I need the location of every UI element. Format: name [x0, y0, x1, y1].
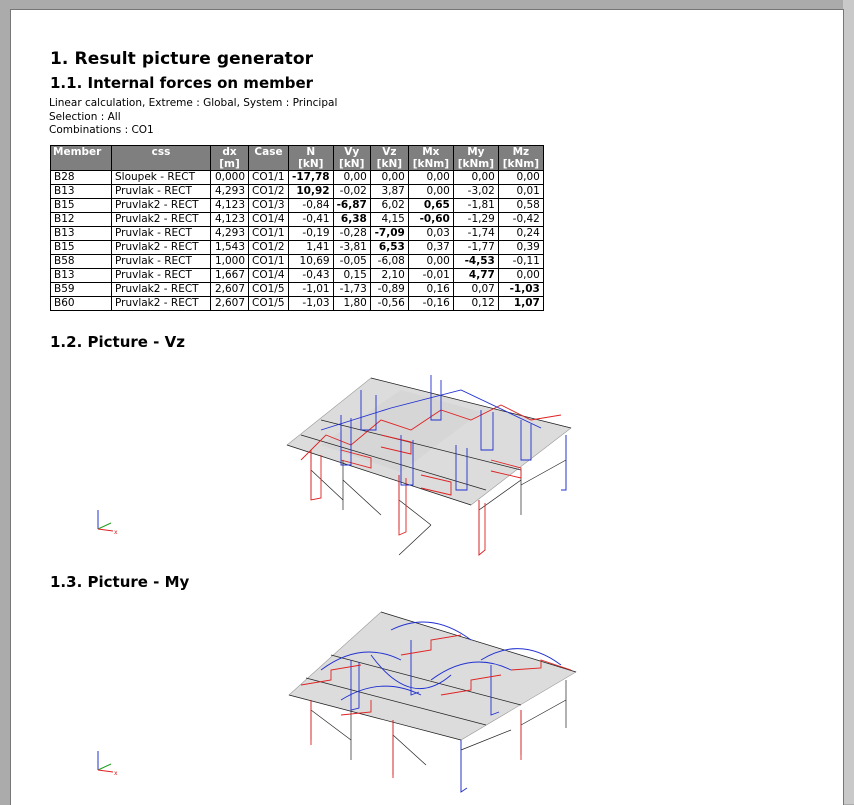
cell-mx: 0,03: [408, 227, 453, 241]
cell-mz: -1,03: [498, 283, 543, 297]
cell-n: -0,43: [289, 269, 334, 283]
vz-slab: [287, 378, 571, 505]
cell-mx: -0,16: [408, 297, 453, 311]
info-line-calculation: Linear calculation, Extreme : Global, System : Principal: [49, 97, 338, 109]
my-diagram-picture: [281, 600, 581, 800]
my-axis-triad-icon: [93, 748, 123, 778]
col-dx: dx [m]: [211, 146, 249, 171]
cell-case: CO1/5: [249, 297, 289, 311]
cell-css: Pruvlak - RECT: [112, 185, 211, 199]
cell-case: CO1/4: [249, 269, 289, 283]
cell-dx: 4,293: [211, 227, 249, 241]
vz-axis-triad-icon: [93, 507, 123, 537]
cell-n: 10,69: [289, 255, 334, 269]
cell-vz: -7,09: [370, 227, 408, 241]
cell-mx: 0,16: [408, 283, 453, 297]
cell-mz: -0,42: [498, 213, 543, 227]
cell-case: CO1/1: [249, 171, 289, 185]
col-vz: Vz [kN]: [370, 146, 408, 171]
cell-n: 10,92: [289, 185, 334, 199]
section-picture-my: 1.3. Picture - My: [50, 573, 190, 591]
cell-case: CO1/2: [249, 241, 289, 255]
cell-css: Pruvlak2 - RECT: [112, 199, 211, 213]
cell-css: Pruvlak2 - RECT: [112, 297, 211, 311]
table-row: [51, 185, 544, 199]
cell-member: B58: [51, 255, 112, 269]
cell-vy: -0,28: [333, 227, 370, 241]
cell-css: Pruvlak2 - RECT: [112, 283, 211, 297]
cell-css: Pruvlak2 - RECT: [112, 241, 211, 255]
cell-member: B13: [51, 185, 112, 199]
cell-dx: 1,543: [211, 241, 249, 255]
cell-member: B12: [51, 213, 112, 227]
cell-my: -1,29: [453, 213, 498, 227]
cell-my: 0,07: [453, 283, 498, 297]
cell-dx: 1,667: [211, 269, 249, 283]
cell-n: -17,78: [289, 171, 334, 185]
cell-vz: 6,53: [370, 241, 408, 255]
table-row: [51, 269, 544, 283]
table-header-row: [51, 146, 544, 171]
cell-my: -4,53: [453, 255, 498, 269]
col-mz: Mz [kNm]: [498, 146, 543, 171]
col-member: Member: [51, 146, 112, 171]
cell-n: -0,19: [289, 227, 334, 241]
svg-text:x: x: [114, 770, 118, 777]
cell-mz: 0,58: [498, 199, 543, 213]
vz-diagram-picture: [281, 350, 581, 560]
cell-vz: -6,08: [370, 255, 408, 269]
cell-member: B13: [51, 227, 112, 241]
cell-my: 4,77: [453, 269, 498, 283]
col-n: N [kN]: [289, 146, 334, 171]
table-row: [51, 227, 544, 241]
cell-case: CO1/5: [249, 283, 289, 297]
cell-mz: 0,00: [498, 171, 543, 185]
cell-css: Pruvlak2 - RECT: [112, 213, 211, 227]
cell-member: B59: [51, 283, 112, 297]
col-vy: Vy [kN]: [333, 146, 370, 171]
cell-dx: 0,000: [211, 171, 249, 185]
cell-mx: 0,00: [408, 185, 453, 199]
table-row: [51, 297, 544, 311]
table-row: [51, 171, 544, 185]
cell-mz: -0,11: [498, 255, 543, 269]
cell-mz: 0,39: [498, 241, 543, 255]
cell-css: Pruvlak - RECT: [112, 255, 211, 269]
cell-vy: -0,02: [333, 185, 370, 199]
cell-css: Pruvlak - RECT: [112, 269, 211, 283]
cell-vy: 1,80: [333, 297, 370, 311]
cell-member: B13: [51, 269, 112, 283]
cell-vz: 3,87: [370, 185, 408, 199]
cell-my: -3,02: [453, 185, 498, 199]
cell-member: B28: [51, 171, 112, 185]
cell-dx: 2,607: [211, 283, 249, 297]
cell-dx: 4,293: [211, 185, 249, 199]
cell-my: 0,00: [453, 171, 498, 185]
svg-text:x: x: [114, 529, 118, 536]
cell-n: -1,01: [289, 283, 334, 297]
cell-mx: 0,00: [408, 171, 453, 185]
table-row: [51, 241, 544, 255]
scrollbar-strip[interactable]: [843, 0, 854, 804]
section-picture-vz: 1.2. Picture - Vz: [50, 333, 185, 351]
internal-forces-table: [50, 145, 544, 311]
cell-mz: 1,07: [498, 297, 543, 311]
page-title: 1. Result picture generator: [50, 49, 314, 69]
col-css: css: [112, 146, 211, 171]
cell-member: B60: [51, 297, 112, 311]
cell-case: CO1/1: [249, 255, 289, 269]
document-page: [10, 9, 844, 805]
info-line-combinations: Combinations : CO1: [49, 124, 154, 136]
col-my: My [kNm]: [453, 146, 498, 171]
cell-vy: 0,15: [333, 269, 370, 283]
cell-vz: 6,02: [370, 199, 408, 213]
cell-mx: 0,65: [408, 199, 453, 213]
table-row: [51, 213, 544, 227]
cell-member: B15: [51, 241, 112, 255]
col-mx: Mx [kNm]: [408, 146, 453, 171]
table-row: [51, 255, 544, 269]
table-row: [51, 283, 544, 297]
cell-mx: -0,01: [408, 269, 453, 283]
cell-mx: 0,37: [408, 241, 453, 255]
cell-mz: 0,24: [498, 227, 543, 241]
cell-case: CO1/2: [249, 185, 289, 199]
table-body: [51, 171, 544, 311]
cell-case: CO1/3: [249, 199, 289, 213]
cell-case: CO1/4: [249, 213, 289, 227]
info-line-selection: Selection : All: [49, 110, 121, 123]
cell-my: -1,77: [453, 241, 498, 255]
cell-vz: 2,10: [370, 269, 408, 283]
cell-mz: 0,00: [498, 269, 543, 283]
cell-vy: 6,38: [333, 213, 370, 227]
cell-n: -0,41: [289, 213, 334, 227]
cell-mz: 0,01: [498, 185, 543, 199]
table-row: [51, 199, 544, 213]
cell-my: -1,74: [453, 227, 498, 241]
cell-vy: -6,87: [333, 199, 370, 213]
cell-dx: 1,000: [211, 255, 249, 269]
cell-vy: -0,05: [333, 255, 370, 269]
cell-n: -0,84: [289, 199, 334, 213]
cell-my: -1,81: [453, 199, 498, 213]
my-slab: [289, 612, 576, 740]
cell-vy: -3,81: [333, 241, 370, 255]
cell-css: Pruvlak - RECT: [112, 227, 211, 241]
cell-vz: -0,56: [370, 297, 408, 311]
cell-case: CO1/1: [249, 227, 289, 241]
cell-vz: -0,89: [370, 283, 408, 297]
cell-vz: 4,15: [370, 213, 408, 227]
cell-dx: 4,123: [211, 213, 249, 227]
section-internal-forces: 1.1. Internal forces on member: [50, 74, 314, 92]
cell-n: -1,03: [289, 297, 334, 311]
cell-mx: 0,00: [408, 255, 453, 269]
cell-vy: 0,00: [333, 171, 370, 185]
col-case: Case: [249, 146, 289, 171]
cell-vz: 0,00: [370, 171, 408, 185]
cell-n: 1,41: [289, 241, 334, 255]
cell-css: Sloupek - RECT: [112, 171, 211, 185]
cell-member: B15: [51, 199, 112, 213]
cell-dx: 4,123: [211, 199, 249, 213]
calculation-info: [49, 97, 337, 138]
cell-my: 0,12: [453, 297, 498, 311]
cell-mx: -0,60: [408, 213, 453, 227]
cell-vy: -1,73: [333, 283, 370, 297]
cell-dx: 2,607: [211, 297, 249, 311]
